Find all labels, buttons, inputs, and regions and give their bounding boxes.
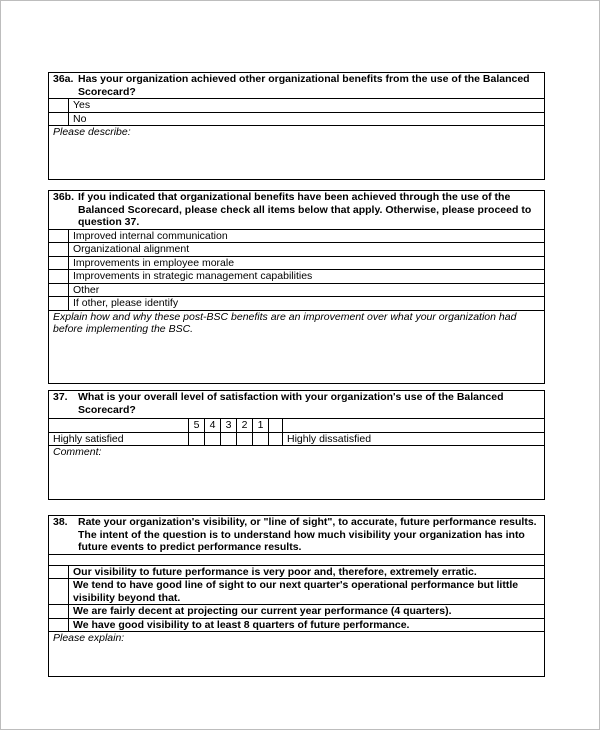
rating-cell-3[interactable]	[221, 432, 237, 446]
question-header-36b	[49, 191, 545, 230]
checkbox-cell-morale[interactable]	[49, 256, 69, 270]
spacer-row	[49, 554, 545, 565]
question-block-36a	[48, 72, 545, 180]
question-block-36b	[48, 190, 545, 384]
rating-cell-2[interactable]	[237, 432, 253, 446]
scale-left-label: Highly satisfied	[49, 432, 189, 446]
option-label-eight-quarters: We have good visibility to at least 8 quarters of future performance.	[69, 618, 545, 632]
question-header-38	[49, 516, 545, 555]
prompt-please-explain: Please explain:	[53, 632, 125, 644]
describe-response-area[interactable]	[49, 126, 545, 180]
question-text-36a: Has your organization achieved other organizational benefits from the use of the Balanced Scorecard?	[78, 73, 530, 98]
checkbox-cell-current-year[interactable]	[49, 605, 69, 619]
option-label-next-quarter: We tend to have good line of sight to our next quarter's operational performance but little visibility beyond that.	[69, 579, 545, 605]
checkbox-cell-yes[interactable]	[49, 99, 69, 113]
scale-number-3: 3	[221, 419, 237, 433]
option-label-current-year: We are fairly decent at projecting our current year performance (4 quarters).	[69, 605, 545, 619]
question-number-37: 37.	[53, 391, 68, 403]
option-row	[49, 579, 545, 605]
question-number-36a: 36a.	[53, 73, 74, 85]
option-label-other-identify: If other, please identify	[69, 297, 545, 311]
question-header-36a	[49, 73, 545, 99]
option-label-morale: Improvements in employee morale	[69, 256, 545, 270]
checkbox-cell-poor-visibility[interactable]	[49, 565, 69, 579]
option-row	[49, 297, 545, 311]
option-row	[49, 565, 545, 579]
prompt-explain-benefits: Explain how and why these post-BSC benefits are an improvement over what your organization had before implementing the BSC.	[53, 310, 517, 335]
prompt-please-describe: Please describe:	[53, 126, 131, 138]
scale-right-label: Highly dissatisfied	[283, 432, 545, 446]
question-text-37: What is your overall level of satisfaction with your organization's use of the Balanced Scorecard?	[78, 391, 504, 416]
question-text-36b: If you indicated that organizational benefits have been achieved through the use of the Balanced Scorecard, please check all items below that apply. Otherwise, please proceed to question 37.	[78, 191, 532, 228]
explain-response-area[interactable]	[49, 310, 545, 383]
checkbox-cell-no[interactable]	[49, 112, 69, 126]
checkbox-cell-eight-quarters[interactable]	[49, 618, 69, 632]
answer-gap-cell	[269, 432, 283, 446]
checkbox-cell-communication[interactable]	[49, 229, 69, 243]
option-row	[49, 283, 545, 297]
option-label-alignment: Organizational alignment	[69, 243, 545, 257]
question-text-38: Rate your organization's visibility, or "line of sight", to accurate, future performance results. The intent of the question is to understand how much visibility your organization has into future events to predict performance results.	[78, 516, 537, 553]
scale-number-5: 5	[189, 419, 205, 433]
question-number-36b: 36b.	[53, 191, 75, 203]
explain-visibility-response-area[interactable]	[49, 632, 545, 677]
option-row	[49, 605, 545, 619]
rating-cell-1[interactable]	[253, 432, 269, 446]
question-number-38: 38.	[53, 516, 68, 528]
checkbox-cell-other[interactable]	[49, 283, 69, 297]
rating-cell-4[interactable]	[205, 432, 221, 446]
option-label-communication: Improved internal communication	[69, 229, 545, 243]
option-row	[49, 270, 545, 284]
option-label-strategic: Improvements in strategic management capabilities	[69, 270, 545, 284]
option-row	[49, 99, 545, 113]
scale-number-2: 2	[237, 419, 253, 433]
option-label-poor-visibility: Our visibility to future performance is very poor and, therefore, extremely erratic.	[69, 565, 545, 579]
checkbox-cell-next-quarter[interactable]	[49, 579, 69, 605]
scale-number-1: 1	[253, 419, 269, 433]
rating-cell-5[interactable]	[189, 432, 205, 446]
comment-response-area[interactable]	[49, 446, 545, 500]
checkbox-cell-strategic[interactable]	[49, 270, 69, 284]
option-label-no: No	[69, 112, 545, 126]
option-row	[49, 112, 545, 126]
option-row	[49, 229, 545, 243]
question-block-37	[48, 390, 545, 500]
checkbox-cell-alignment[interactable]	[49, 243, 69, 257]
scale-number-4: 4	[205, 419, 221, 433]
question-header-37	[49, 391, 545, 419]
option-row	[49, 618, 545, 632]
scale-left-spacer	[49, 419, 189, 433]
option-label-yes: Yes	[69, 99, 545, 113]
option-row	[49, 243, 545, 257]
rating-answer-row	[49, 432, 545, 446]
prompt-comment: Comment:	[53, 446, 102, 458]
scale-right-spacer	[283, 419, 545, 433]
option-label-other: Other	[69, 283, 545, 297]
spacer-cell	[49, 554, 545, 565]
question-block-38	[48, 515, 545, 677]
rating-scale-row	[49, 419, 545, 433]
option-row	[49, 256, 545, 270]
checkbox-cell-other-identify[interactable]	[49, 297, 69, 311]
scale-gap-cell	[269, 419, 283, 433]
